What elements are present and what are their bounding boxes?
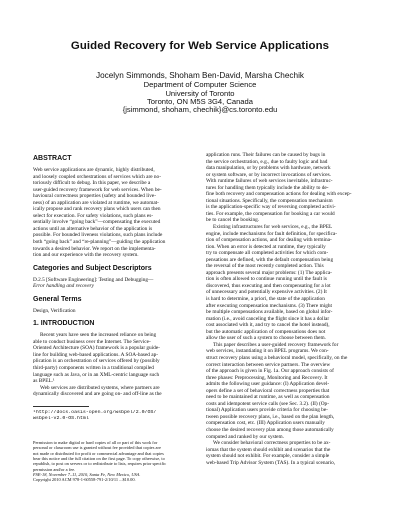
body-line: engine, include mechanisms for fault definition, for specifica- xyxy=(206,230,338,237)
intro-line: third-party) components written in a traditional compiled xyxy=(33,365,154,372)
body-line: mation (i.e., avoid canceling the flight since it has a dollar xyxy=(206,315,330,322)
right-paragraph-2 xyxy=(206,224,370,342)
right-paragraph-1 xyxy=(206,152,370,224)
body-line: compensation cost, etc. (III) Application users manually xyxy=(206,420,325,427)
intro-line: line for building web-based applications. A SOA-based ap- xyxy=(33,351,159,358)
body-line: be to cancel the booking. xyxy=(206,217,260,224)
copyright-line: Copyright 2010 ACM 978-1-60558-791-2/10/11 ...$10.00. xyxy=(33,477,136,483)
copyright-line: Permission to make digital or hard copies of all or part of this work for xyxy=(33,440,158,445)
categories-heading: Categories and Subject Descriptors xyxy=(33,264,152,272)
abstract-line: havioural correctness properties (safety and bounded live- xyxy=(33,193,156,200)
paper-title: Guided Recovery for Web Service Applications xyxy=(70,40,330,52)
copyright-line: permission and/or a fee. xyxy=(33,466,76,472)
introduction-heading: 1. INTRODUCTION xyxy=(33,320,95,328)
body-line: need to be maintained at runtime, as well as compensation xyxy=(206,394,330,401)
left-column xyxy=(33,152,193,422)
intro-line: Oriented Architecture (SOA) framework is a popular guide- xyxy=(33,345,160,352)
abstract-line: ness) of an application are violated at runtime, we automat- xyxy=(33,199,159,206)
body-line: web-based Trip Advisor System (TAS). In a typical scenario, xyxy=(206,459,336,466)
abstract-line: both “going back” and “re-planning”—guiding the application xyxy=(33,239,166,246)
body-line: iomas that the system should exhibit and scenarios that the xyxy=(206,446,331,453)
body-line: allow the user of such a system to choose between them. xyxy=(206,335,326,342)
abstract-line: user-guided recovery framework for web services. When be- xyxy=(33,186,162,193)
copyright-notice xyxy=(33,440,193,483)
body-line: choose the desired recovery plan among those automatically xyxy=(206,426,334,433)
body-line: of the approach is given in Fig. 1a. Our approach consists of xyxy=(206,368,334,375)
body-line: tion. When an error is detected at runtime, they typically xyxy=(206,243,326,250)
body-line: web services, instantiating it on BPEL programs. We con- xyxy=(206,348,329,355)
general-terms-heading: General Terms xyxy=(33,295,82,303)
body-line: tures for handling them typically include the ability to de- xyxy=(206,184,329,191)
body-line: Existing infrastructures for web services, e.g., the BPEL xyxy=(213,224,333,231)
abstract-line: and loosely coupled orchestrations of services which are no- xyxy=(33,173,161,180)
body-line: pensations are defined, with the default compensation being xyxy=(206,256,334,263)
categories-line: D.2.5 [Software Engineering]: Testing and Debugging— xyxy=(33,276,154,283)
body-line: This paper describes a user-guided recovery framework for xyxy=(213,341,339,348)
body-line: computed and ranked by our system. xyxy=(206,433,284,440)
body-line: fine both recovery and compensation actions for dealing with excep- xyxy=(206,191,352,198)
abstract-text xyxy=(33,167,193,259)
general-terms: Design, Verification xyxy=(33,307,76,314)
intro-line: as BPEL.¹ xyxy=(33,378,55,385)
body-line: cost associated with it, and try to cancel the hotel instead), xyxy=(206,322,330,329)
body-line: try to compensate all completed activities for which com- xyxy=(206,250,329,257)
footnote-line: wsbpel-v2.0-OS.html xyxy=(33,415,89,421)
body-line: after executing compensation mechanisms. (3) There might xyxy=(206,302,332,309)
intro-line: Web services are distributed systems, where partners are xyxy=(40,384,160,391)
categories-text xyxy=(33,277,193,290)
body-line: discovered, thus executing and then compensating for a lot xyxy=(206,282,331,289)
footnote xyxy=(33,410,193,422)
abstract-heading: ABSTRACT xyxy=(33,155,72,162)
body-line: the service orchestration, e.g., due to faulty logic and bad xyxy=(206,158,328,165)
intro-line: plication is an orchestration of services offered by (possibly xyxy=(33,358,160,365)
abstract-line: towards a desired behavior. We report on the implementa- xyxy=(33,245,156,252)
intro-line: language such as Java, or in an XML-centric language such xyxy=(33,371,160,378)
body-line: correct interaction between service partners. The overview xyxy=(206,361,331,368)
copyright-line: republish, to post on servers or to redistribute to lists, requires prior specific xyxy=(33,461,167,467)
body-line: is the application-specific way of reversing completed activi- xyxy=(206,204,336,211)
affiliation: Department of Computer Science xyxy=(143,80,257,90)
body-line: tween possible recovery plans, i.e., based on the plan length, xyxy=(206,413,335,420)
abstract-line: Web service applications are dynamic, highly distributed, xyxy=(33,167,155,173)
body-line: is hard to determine, a priori, the state of the application xyxy=(206,296,325,303)
body-line: costs and idempotent service calls (see Sec. 3.2). (II) (Op- xyxy=(206,400,329,407)
intro-paragraph-1 xyxy=(33,332,193,384)
author-names: Jocelyn Simmonds, Shoham Ben-David, Marsha Chechik xyxy=(96,71,304,80)
copyright-line: FSE-18, November 7–11, 2010, Santa Fe, New Mexico, USA. xyxy=(33,472,141,478)
body-line: tion of compensation actions, and for dealing with termina- xyxy=(206,237,332,244)
body-line: struct recovery plans using a behavioral model, specifically, on the xyxy=(206,354,348,361)
footnote-divider xyxy=(33,406,89,407)
abstract-line: ically propose and rank recovery plans which users can then xyxy=(33,206,161,213)
body-line: application runs. Their failures can be caused by bugs in xyxy=(206,152,326,158)
copyright-line: personal or classroom use is granted without fee provided that copies are xyxy=(33,445,161,451)
intro-line: dynamically discovered and are going on- and off-line as the xyxy=(33,391,162,398)
intro-paragraph-2 xyxy=(33,385,193,398)
abstract-line: possible. For bounded liveness violations, such plans include xyxy=(33,232,163,239)
body-line: With runtime failures of web services inevitable, infrastruc- xyxy=(206,178,333,185)
email: {jsimmond, shoham, chechik}@cs.toronto.edu xyxy=(122,105,278,115)
body-line: the reversal of the most recently completed action. This xyxy=(206,263,324,270)
body-line: We consider behavioral correctness properties to be ax- xyxy=(213,440,331,447)
copyright-line: not made or distributed for profit or commercial advantage and that copies xyxy=(33,450,164,456)
body-line: of unnecessary and potentially expensive activities. (2) It xyxy=(206,289,327,296)
abstract-line: sentially involve “going back”—compensating the executed xyxy=(33,219,161,226)
body-line: admits the following user guidance: (I) Application devel- xyxy=(206,381,330,388)
intro-line: able to conduct business over the Internet. The Service- xyxy=(33,338,151,345)
body-line: tional situations. Specifically, the compensation mechanism xyxy=(206,197,333,204)
footnote-line: ¹http://docs.oasis-open.org/wsbpel/2.0/OS/ xyxy=(33,409,157,415)
body-line: three phases: Preprocessing, Monitoring and Recovery. It xyxy=(206,374,328,381)
right-paragraph-4 xyxy=(206,440,370,466)
abstract-line: tion and our experience with the recovery system. xyxy=(33,252,139,259)
address: Toronto, ON M5S 3G4, Canada xyxy=(147,96,253,106)
body-line: tion is often allowed to continue running until the fault is xyxy=(206,276,327,283)
body-line: system should not exhibit. For example, consider a simple xyxy=(206,453,330,460)
copyright-line: bear this notice and the full citation on the first page. To copy otherwise, to xyxy=(33,456,165,462)
body-line: approach presents several major problems: (1) The applica- xyxy=(206,269,332,276)
intro-line: Recent years have seen the increased reliance on being xyxy=(40,332,157,339)
body-line: be multiple compensations available, based on global infor- xyxy=(206,309,333,316)
categories-line: Error handling and recovery xyxy=(33,283,94,290)
abstract-line: select for execution. For safety violations, such plans es- xyxy=(33,212,154,219)
abstract-line: toriously difficult to debug. In this paper, we describe a xyxy=(33,180,151,187)
body-line: ties. For example, the compensation for booking a car would xyxy=(206,210,335,217)
author-block xyxy=(0,72,400,114)
body-line: but the automatic application of compensations does not xyxy=(206,328,326,335)
body-line: opers define a set of behavioral correctness properties that xyxy=(206,387,330,394)
abstract-line: actions until an alternative behavior of the application is xyxy=(33,225,153,232)
body-line: tional) Application users provide criteria for choosing be- xyxy=(206,407,328,414)
body-line: or system software, or by incorrect invocations of services. xyxy=(206,171,332,178)
right-column xyxy=(206,152,370,466)
body-line: data manipulation, or by problems with hardware, network xyxy=(206,165,331,172)
institution: University of Toronto xyxy=(165,88,235,98)
right-paragraph-3 xyxy=(206,342,370,440)
